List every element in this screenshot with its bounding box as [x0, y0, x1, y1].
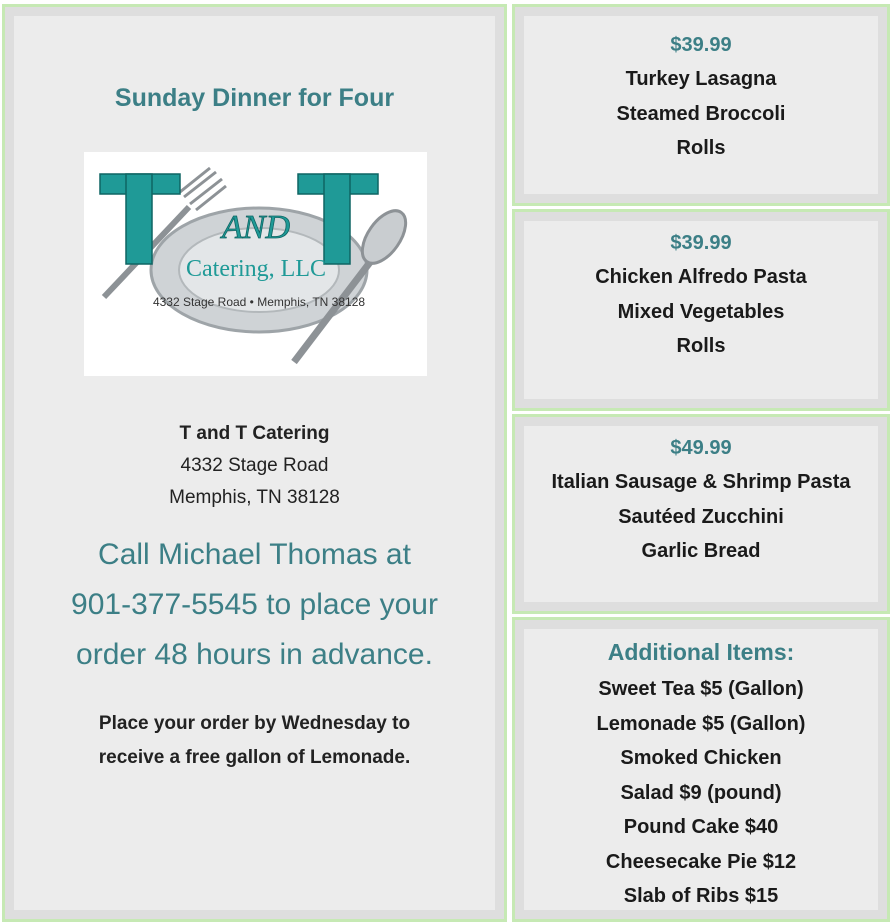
business-city: Memphis, TN 38128 — [169, 487, 340, 508]
additional-items-title: Additional Items: — [607, 639, 795, 665]
call-to-order — [2, 530, 507, 680]
menu-item: Italian Sausage & Shrimp Pasta — [551, 471, 851, 493]
additional-item: Salad $9 (pound) — [620, 781, 782, 804]
menu-item: Sautéed Zucchini — [618, 505, 784, 528]
menu-item: Steamed Broccoli — [616, 102, 786, 125]
business-name: T and T Catering — [179, 423, 330, 444]
menu-price: $39.99 — [670, 34, 732, 56]
additional-item: Smoked Chicken — [620, 747, 782, 769]
logo-company-text: Catering, LLC — [186, 256, 326, 282]
menu-price: $39.99 — [670, 232, 732, 254]
additional-item: Lemonade $5 (Gallon) — [596, 712, 806, 735]
menu-item: Chicken Alfredo Pasta — [595, 266, 807, 288]
call-line: 901-377-5545 to place your — [71, 588, 438, 621]
menu-item: Garlic Bread — [641, 540, 761, 562]
note-line: Place your order by Wednesday to — [98, 713, 411, 734]
call-line: order 48 hours in advance. — [76, 638, 433, 671]
business-address — [2, 418, 507, 514]
additional-item: Sweet Tea $5 (Gallon) — [598, 678, 804, 700]
additional-items-list — [512, 632, 890, 914]
menu-item: Rolls — [676, 335, 726, 357]
menu-option-1 — [512, 28, 890, 166]
plate-fork-spoon-logo-icon — [84, 152, 427, 376]
business-street: 4332 Stage Road — [180, 455, 329, 476]
menu-option-3 — [512, 431, 890, 569]
page-title: Sunday Dinner for Four — [114, 84, 395, 112]
order-note — [2, 707, 507, 775]
logo-address-text: 4332 Stage Road • Memphis, TN 38128 — [152, 295, 366, 309]
menu-option-2 — [512, 226, 890, 364]
menu-price: $49.99 — [670, 437, 732, 459]
menu-item: Rolls — [676, 137, 726, 159]
note-line: receive a free gallon of Lemonade. — [98, 747, 411, 768]
additional-item: Pound Cake $40 — [623, 816, 779, 838]
menu-item: Mixed Vegetables — [617, 300, 785, 323]
additional-item: Slab of Ribs $15 — [623, 885, 779, 907]
logo-and-text: AND — [222, 209, 290, 246]
additional-item: Cheesecake Pie $12 — [605, 850, 797, 873]
menu-item: Turkey Lasagna — [625, 68, 777, 90]
company-logo — [84, 152, 427, 376]
call-line: Call Michael Thomas at — [98, 538, 411, 571]
